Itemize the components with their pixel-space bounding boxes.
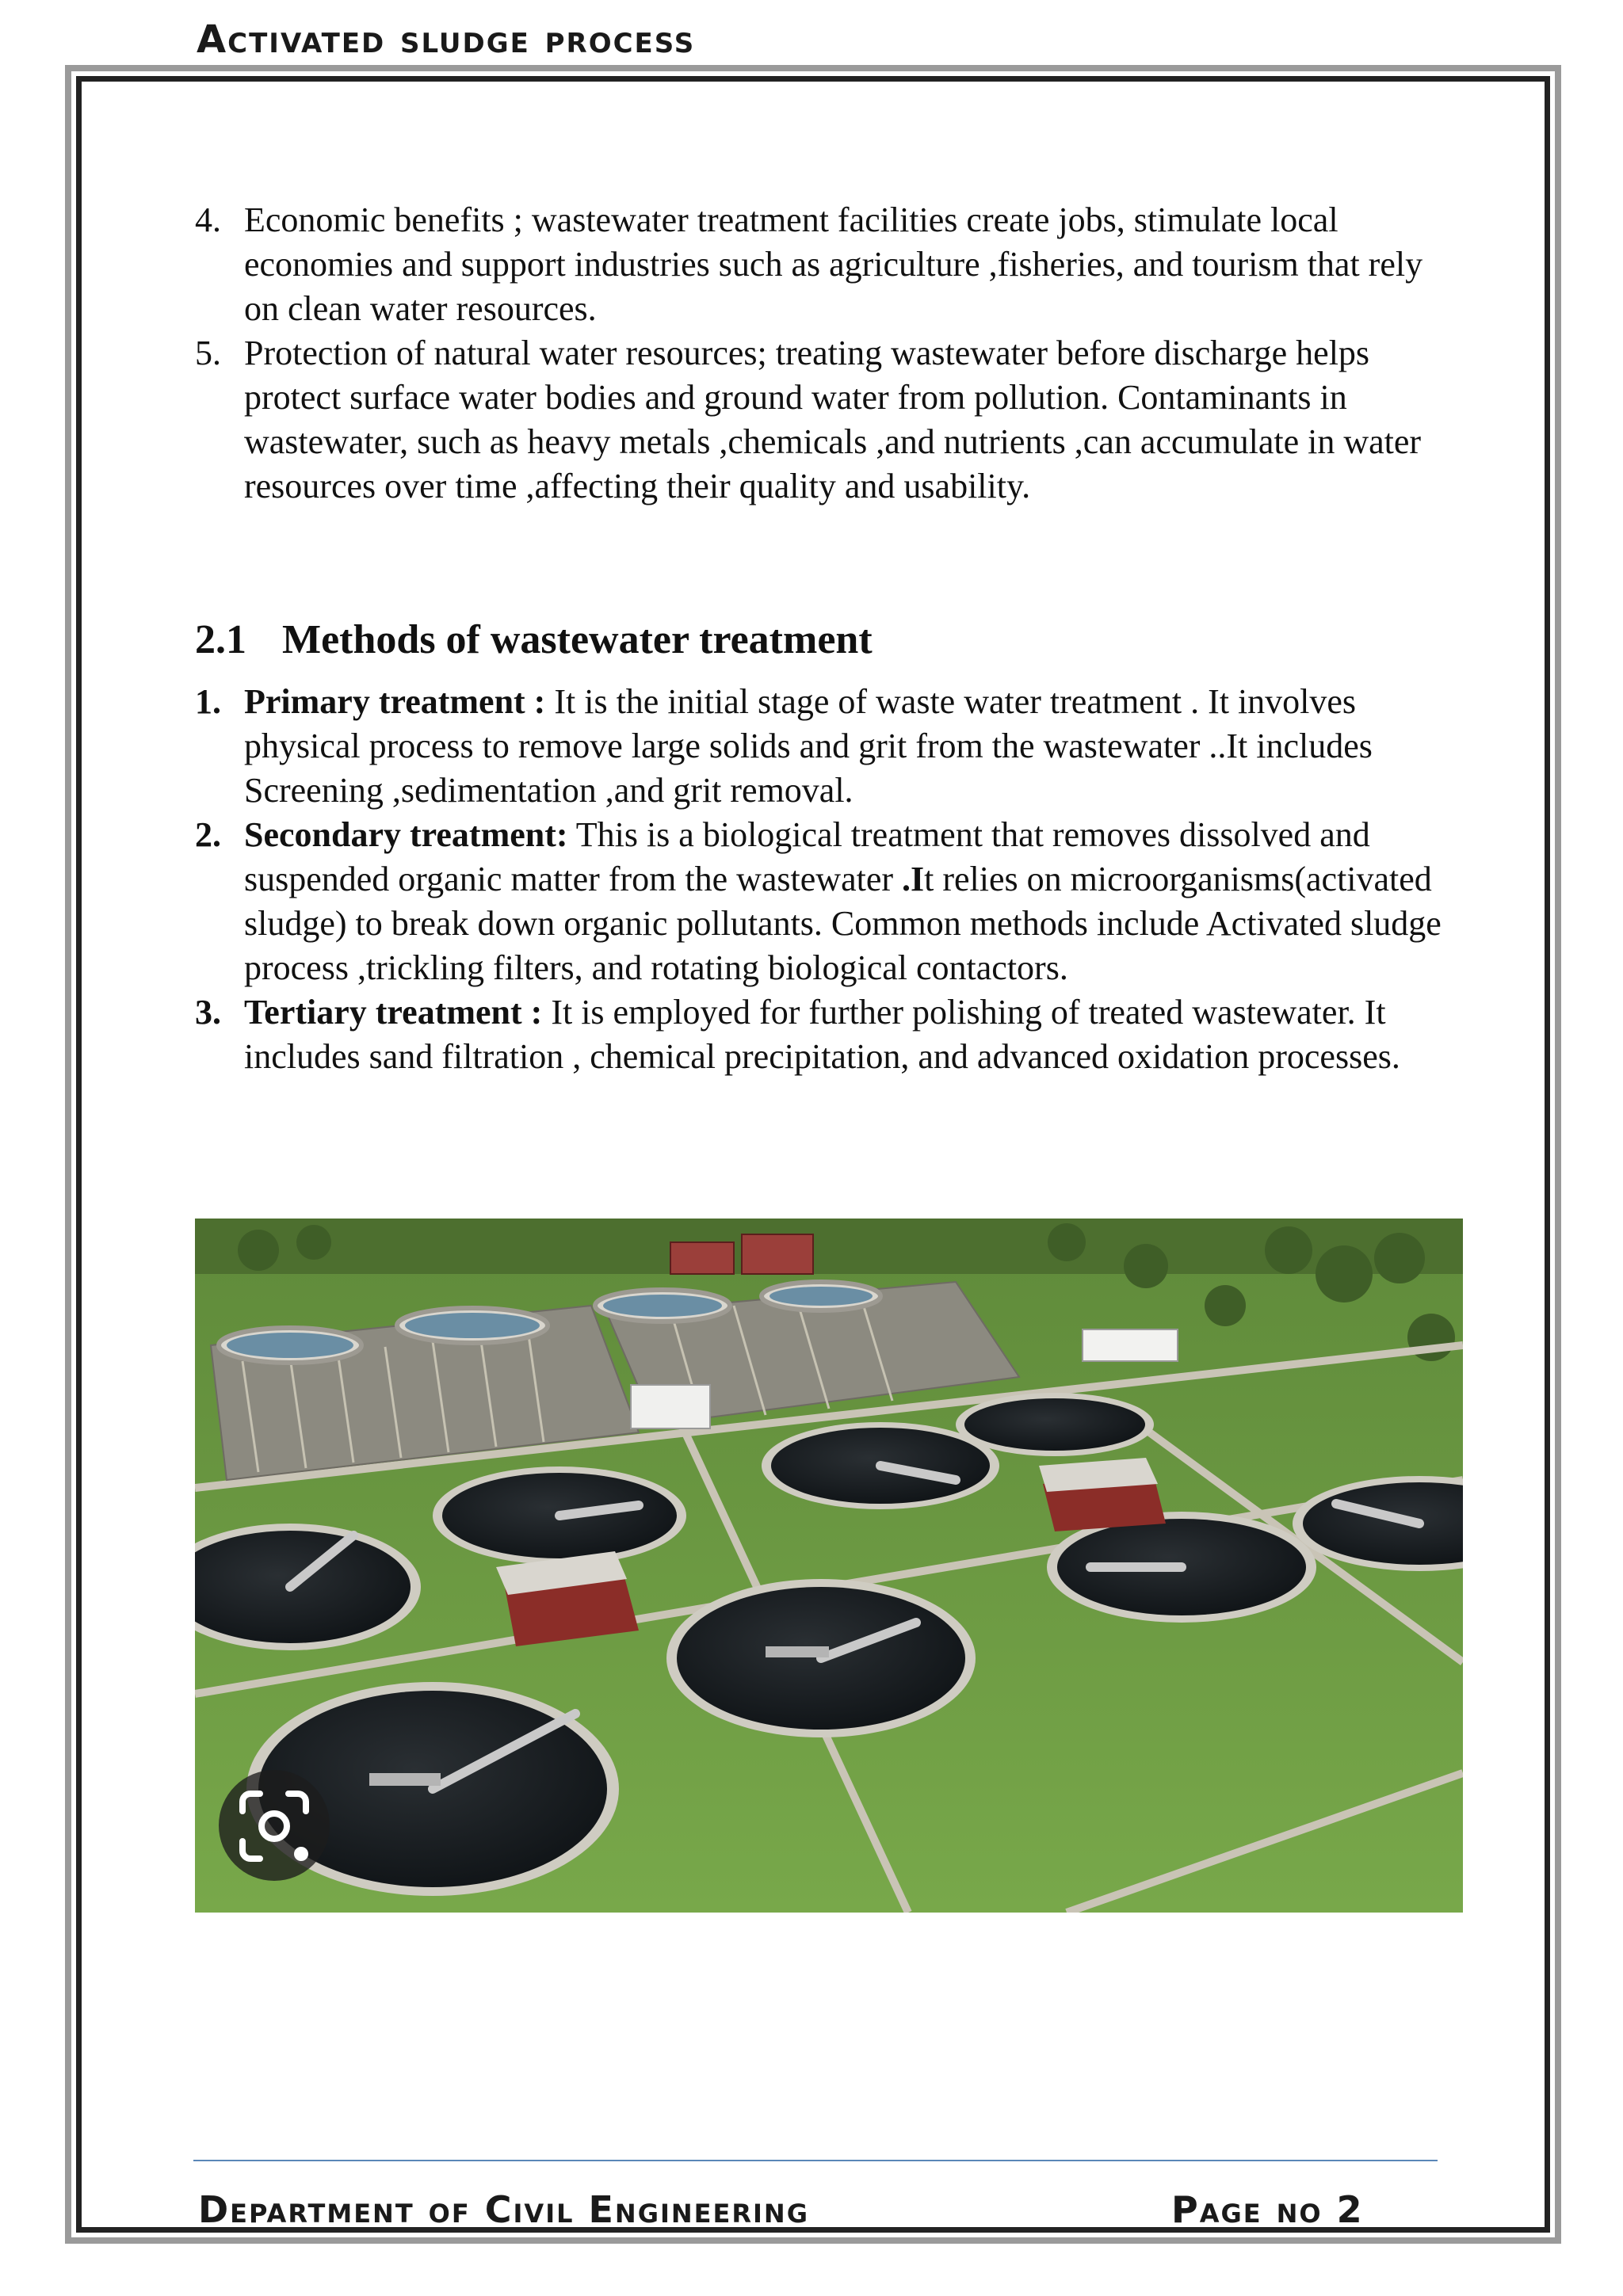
method-term: Tertiary treatment : [244,993,543,1032]
list-item [195,990,1471,1079]
running-header: Activated sludge process [197,17,696,62]
method-text: This is a biological treatment that removes dissolved and suspended organic matter from the wastewater [244,815,1370,898]
method-emphasis: .I [902,860,925,898]
list-number: 2. [195,815,221,854]
treatment-plant-photo [195,1219,1463,1913]
footer-divider [193,2160,1438,2161]
method-term: Primary treatment : [244,682,546,721]
list-number: 3. [195,993,221,1032]
list-item [195,331,1463,509]
list-number: 4. [195,200,221,239]
benefits-list [195,198,1463,509]
list-number: 5. [195,334,221,372]
section-heading [195,616,873,663]
section-title: Methods of wastewater treatment [282,617,873,662]
footer-page-number: Page no 2 [1171,2188,1364,2231]
method-term: Secondary treatment: [244,815,568,854]
list-text: Economic benefits ; wastewater treatment facilities create jobs, stimulate local economies and support industries such as agriculture ,fisheries, and tourism that rely on clean water resources. [244,200,1423,328]
method-text: It is employed for further polishing of treated wastewater. It includes sand filtration , chemical precipitation, and advanced oxidation processes. [244,993,1400,1076]
method-text: t relies on microorganisms(activated sludge) to break down organic pollutants. Common methods include Activated sludge process ,trickling filters, and rotating biological contactors. [244,860,1442,987]
method-text: It is the initial stage of waste water treatment . It involves physical process to remove large solids and grit from the wastewater ..It includes Screening ,sedimentation ,and grit removal. [244,682,1373,810]
list-text: Protection of natural water resources; treating wastewater before discharge helps protect surface water bodies and ground water from pollution. Contaminants in wastewater, such as heavy metals ,chemicals ,and nutrients ,can accumulate in water resources over time ,affecting their quality and usability. [244,334,1422,505]
camera-lens-icon [219,1770,330,1881]
list-item [195,198,1463,331]
list-item [195,813,1471,990]
list-number: 1. [195,682,221,721]
footer-department: Department of Civil Engineering [198,2188,809,2231]
methods-list [195,680,1471,1079]
list-item [195,680,1471,813]
section-number: 2.1 [195,617,246,662]
